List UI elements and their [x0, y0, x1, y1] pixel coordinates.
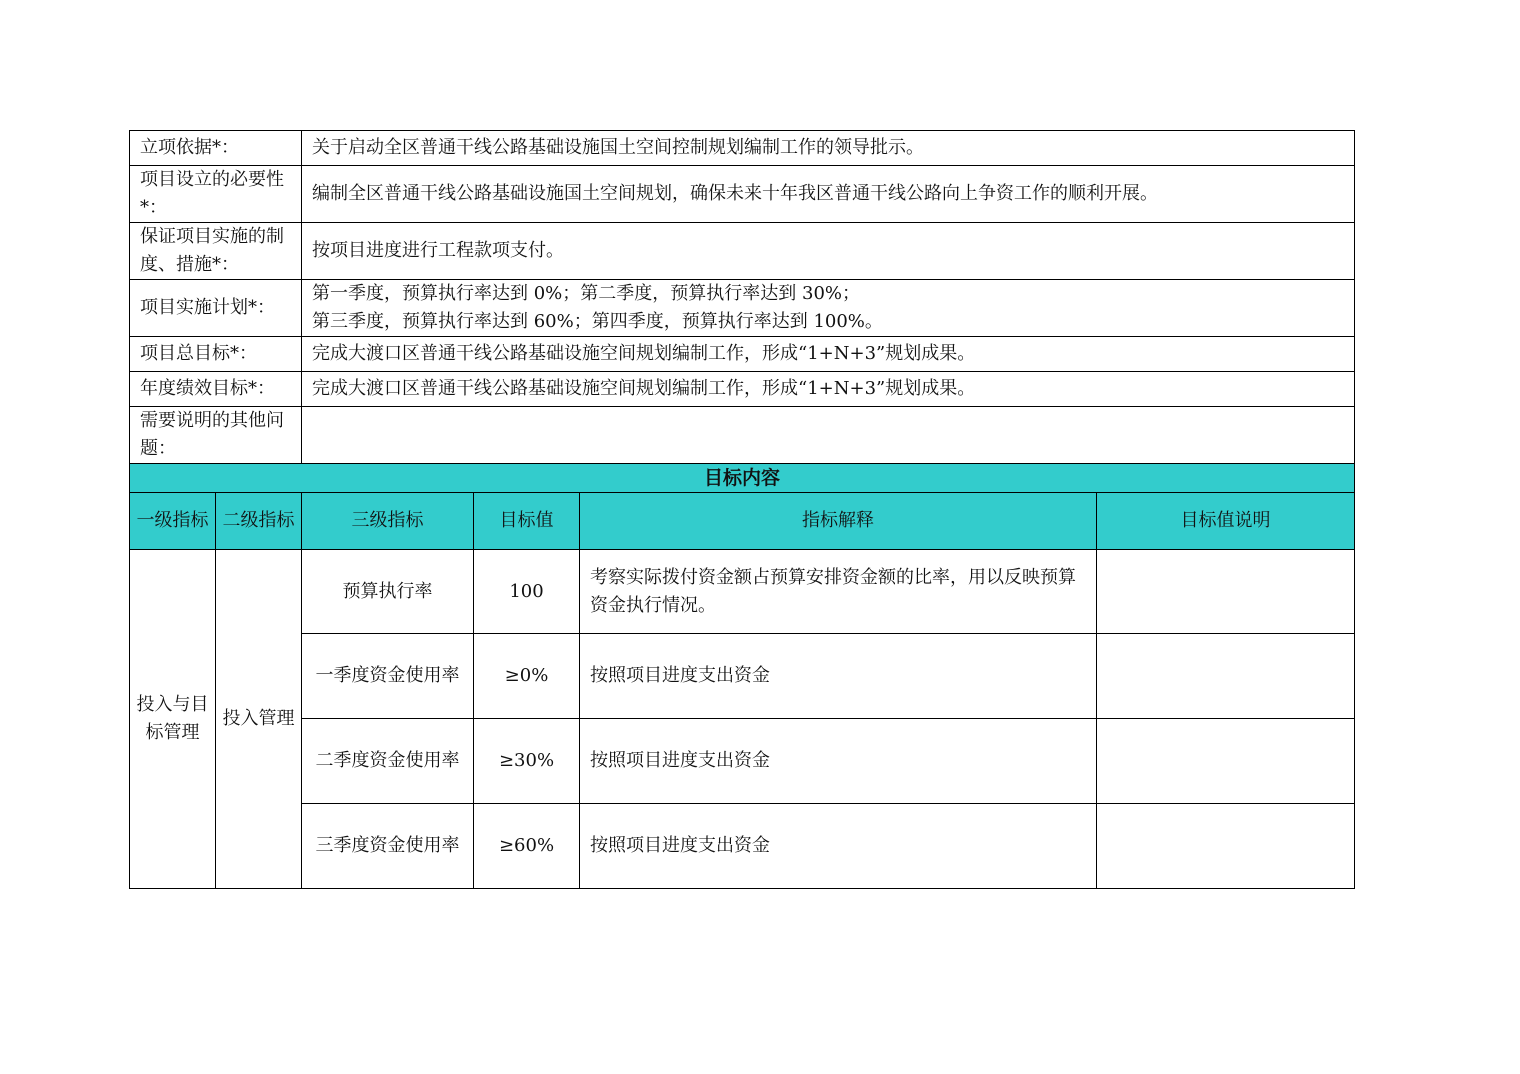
info-label: 项目实施计划*： — [130, 280, 302, 337]
indicator-explain: 考察实际拨付资金额占预算安排资金额的比率，用以反映预算资金执行情况。 — [580, 550, 1097, 634]
info-label: 项目总目标*： — [130, 337, 302, 372]
table-row — [130, 634, 1355, 719]
indicator-level3: 二季度资金使用率 — [302, 719, 474, 804]
info-row-overall-goal — [130, 337, 1355, 372]
header-level2: 二级指标 — [216, 493, 302, 550]
info-value: 完成大渡口区普通干线公路基础设施空间规划编制工作，形成“1+N+3”规划成果。 — [302, 337, 1355, 372]
header-explain: 指标解释 — [580, 493, 1097, 550]
info-row-plan — [130, 280, 1355, 337]
info-label: 需要说明的其他问题： — [130, 407, 302, 464]
indicator-level3: 预算执行率 — [302, 550, 474, 634]
info-value: 完成大渡口区普通干线公路基础设施空间规划编制工作，形成“1+N+3”规划成果。 — [302, 372, 1355, 407]
header-note: 目标值说明 — [1097, 493, 1355, 550]
info-value — [302, 407, 1355, 464]
info-value: 编制全区普通干线公路基础设施国土空间规划，确保未来十年我区普通干线公路向上争资工作的顺利开展。 — [302, 166, 1355, 223]
indicator-target: 100 — [474, 550, 580, 634]
info-row-measures — [130, 223, 1355, 280]
info-row-necessity — [130, 166, 1355, 223]
table-row — [130, 804, 1355, 889]
indicator-target: ≥60% — [474, 804, 580, 889]
indicator-note — [1097, 550, 1355, 634]
header-level1: 一级指标 — [130, 493, 216, 550]
info-row-basis — [130, 131, 1355, 166]
info-value: 关于启动全区普通干线公路基础设施国土空间控制规划编制工作的领导批示。 — [302, 131, 1355, 166]
indicator-level3: 一季度资金使用率 — [302, 634, 474, 719]
indicator-explain: 按照项目进度支出资金 — [580, 804, 1097, 889]
info-row-other — [130, 407, 1355, 464]
info-row-annual-goal — [130, 372, 1355, 407]
info-value: 按项目进度进行工程款项支付。 — [302, 223, 1355, 280]
indicator-note — [1097, 634, 1355, 719]
plan-line-2: 第三季度，预算执行率达到 60%；第四季度，预算执行率达到 100%。 — [312, 311, 883, 332]
indicator-note — [1097, 719, 1355, 804]
indicator-target: ≥30% — [474, 719, 580, 804]
section-title-row — [130, 464, 1355, 493]
info-label: 年度绩效目标*： — [130, 372, 302, 407]
info-label: 项目设立的必要性*： — [130, 166, 302, 223]
header-target: 目标值 — [474, 493, 580, 550]
group-level2: 投入管理 — [216, 550, 302, 889]
indicator-level3: 三季度资金使用率 — [302, 804, 474, 889]
budget-form — [129, 130, 1354, 889]
indicator-explain: 按照项目进度支出资金 — [580, 719, 1097, 804]
table-row — [130, 550, 1355, 634]
project-info-table — [129, 130, 1355, 889]
group-level1: 投入与目标管理 — [130, 550, 216, 889]
plan-line-1: 第一季度，预算执行率达到 0%；第二季度，预算执行率达到 30%； — [312, 283, 861, 304]
table-row — [130, 719, 1355, 804]
indicator-target: ≥0% — [474, 634, 580, 719]
info-value — [302, 280, 1355, 337]
indicator-explain: 按照项目进度支出资金 — [580, 634, 1097, 719]
section-title: 目标内容 — [130, 464, 1355, 493]
indicator-note — [1097, 804, 1355, 889]
header-level3: 三级指标 — [302, 493, 474, 550]
info-label: 保证项目实施的制度、措施*： — [130, 223, 302, 280]
indicator-header-row — [130, 493, 1355, 550]
info-label: 立项依据*： — [130, 131, 302, 166]
